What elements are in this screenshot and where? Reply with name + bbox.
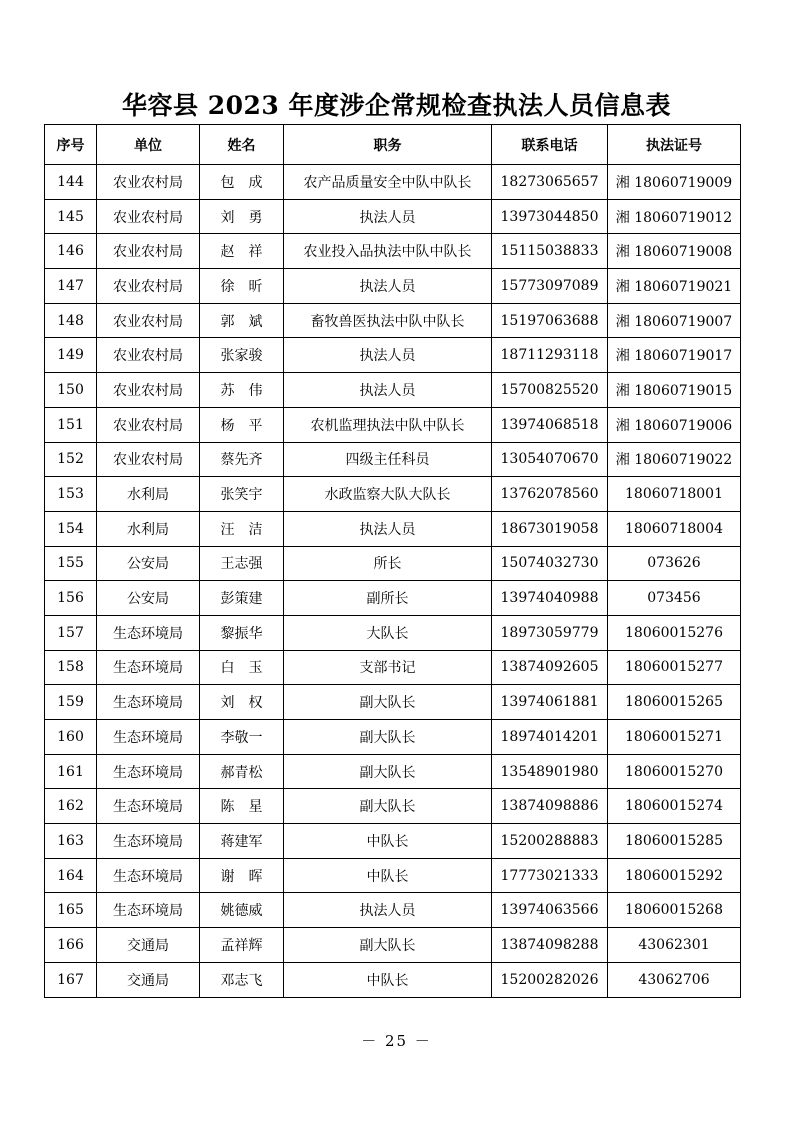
table-row [45, 234, 741, 269]
table-row [45, 720, 741, 755]
position-cell: 农机监理执法中队中队长 [284, 407, 492, 442]
name-cell: 陈 星 [200, 789, 284, 824]
row-index: 150 [45, 373, 97, 408]
row-index: 154 [45, 511, 97, 546]
position-cell: 农业投入品执法中队中队长 [284, 234, 492, 269]
table-row [45, 442, 741, 477]
license-cell: 18060015274 [608, 789, 741, 824]
phone-cell: 17773021333 [492, 858, 608, 893]
unit-cell: 农业农村局 [97, 338, 200, 373]
row-index: 152 [45, 442, 97, 477]
table-row [45, 962, 741, 997]
license-cell: 18060015285 [608, 824, 741, 859]
license-cell: 18060718004 [608, 511, 741, 546]
row-index: 161 [45, 754, 97, 789]
name-cell: 谢 晖 [200, 858, 284, 893]
table-row [45, 407, 741, 442]
row-index: 160 [45, 720, 97, 755]
table-body [45, 165, 741, 998]
name-cell: 刘 勇 [200, 199, 284, 234]
license-cell: 湘 18060719022 [608, 442, 741, 477]
position-cell: 副大队长 [284, 754, 492, 789]
phone-cell: 18273065657 [492, 165, 608, 200]
license-cell: 18060015271 [608, 720, 741, 755]
row-index: 151 [45, 407, 97, 442]
name-cell: 姚德威 [200, 893, 284, 928]
phone-cell: 13874098886 [492, 789, 608, 824]
position-cell: 执法人员 [284, 373, 492, 408]
position-cell: 中队长 [284, 824, 492, 859]
row-index: 163 [45, 824, 97, 859]
license-cell: 湘 18060719017 [608, 338, 741, 373]
phone-cell: 13874092605 [492, 650, 608, 685]
table-row [45, 824, 741, 859]
name-cell: 郝青松 [200, 754, 284, 789]
unit-cell: 交通局 [97, 928, 200, 963]
name-cell: 蒋建军 [200, 824, 284, 859]
unit-cell: 生态环境局 [97, 650, 200, 685]
unit-cell: 农业农村局 [97, 442, 200, 477]
unit-cell: 农业农村局 [97, 165, 200, 200]
table-row [45, 165, 741, 200]
name-cell: 郭 斌 [200, 303, 284, 338]
table-row [45, 650, 741, 685]
license-cell: 18060015270 [608, 754, 741, 789]
name-cell: 徐 昕 [200, 269, 284, 304]
name-cell: 苏 伟 [200, 373, 284, 408]
table-row [45, 581, 741, 616]
unit-cell: 水利局 [97, 511, 200, 546]
row-index: 144 [45, 165, 97, 200]
license-cell: 073626 [608, 546, 741, 581]
name-cell: 彭策建 [200, 581, 284, 616]
phone-cell: 13874098288 [492, 928, 608, 963]
unit-cell: 农业农村局 [97, 407, 200, 442]
name-cell: 张家骏 [200, 338, 284, 373]
row-index: 146 [45, 234, 97, 269]
position-cell: 大队长 [284, 615, 492, 650]
personnel-table [44, 124, 741, 998]
row-index: 157 [45, 615, 97, 650]
phone-cell: 15115038833 [492, 234, 608, 269]
license-cell: 湘 18060719012 [608, 199, 741, 234]
phone-cell: 15200288883 [492, 824, 608, 859]
license-cell: 18060015276 [608, 615, 741, 650]
unit-cell: 生态环境局 [97, 893, 200, 928]
column-header: 职务 [284, 125, 492, 165]
phone-cell: 18973059779 [492, 615, 608, 650]
name-cell: 刘 权 [200, 685, 284, 720]
position-cell: 四级主任科员 [284, 442, 492, 477]
phone-cell: 13974061881 [492, 685, 608, 720]
name-cell: 张笑宇 [200, 477, 284, 512]
phone-cell: 18711293118 [492, 338, 608, 373]
phone-cell: 13973044850 [492, 199, 608, 234]
table-row [45, 303, 741, 338]
license-cell: 湘 18060719009 [608, 165, 741, 200]
unit-cell: 农业农村局 [97, 303, 200, 338]
unit-cell: 生态环境局 [97, 754, 200, 789]
table-row [45, 685, 741, 720]
license-cell: 湘 18060719015 [608, 373, 741, 408]
phone-cell: 15197063688 [492, 303, 608, 338]
position-cell: 副大队长 [284, 720, 492, 755]
phone-cell: 13548901980 [492, 754, 608, 789]
phone-cell: 13762078560 [492, 477, 608, 512]
phone-cell: 18974014201 [492, 720, 608, 755]
table-row [45, 269, 741, 304]
phone-cell: 13974040988 [492, 581, 608, 616]
row-index: 162 [45, 789, 97, 824]
position-cell: 执法人员 [284, 338, 492, 373]
name-cell: 包 成 [200, 165, 284, 200]
phone-cell: 15074032730 [492, 546, 608, 581]
unit-cell: 生态环境局 [97, 858, 200, 893]
column-header: 单位 [97, 125, 200, 165]
license-cell: 18060015268 [608, 893, 741, 928]
position-cell: 畜牧兽医执法中队中队长 [284, 303, 492, 338]
phone-cell: 15700825520 [492, 373, 608, 408]
unit-cell: 农业农村局 [97, 373, 200, 408]
table-row [45, 477, 741, 512]
unit-cell: 生态环境局 [97, 789, 200, 824]
table-row [45, 199, 741, 234]
table-row [45, 373, 741, 408]
column-header: 序号 [45, 125, 97, 165]
row-index: 164 [45, 858, 97, 893]
unit-cell: 农业农村局 [97, 234, 200, 269]
unit-cell: 农业农村局 [97, 199, 200, 234]
row-index: 147 [45, 269, 97, 304]
license-cell: 湘 18060719007 [608, 303, 741, 338]
phone-cell: 13054070670 [492, 442, 608, 477]
row-index: 158 [45, 650, 97, 685]
column-header: 姓名 [200, 125, 284, 165]
phone-cell: 13974063566 [492, 893, 608, 928]
name-cell: 李敬一 [200, 720, 284, 755]
position-cell: 副大队长 [284, 928, 492, 963]
table-row [45, 928, 741, 963]
position-cell: 副大队长 [284, 685, 492, 720]
position-cell: 执法人员 [284, 893, 492, 928]
position-cell: 中队长 [284, 858, 492, 893]
position-cell: 执法人员 [284, 269, 492, 304]
table-row [45, 893, 741, 928]
table-row [45, 858, 741, 893]
position-cell: 农产品质量安全中队中队长 [284, 165, 492, 200]
position-cell: 水政监察大队大队长 [284, 477, 492, 512]
column-header: 联系电话 [492, 125, 608, 165]
name-cell: 汪 洁 [200, 511, 284, 546]
table-row [45, 615, 741, 650]
unit-cell: 公安局 [97, 546, 200, 581]
unit-cell: 交通局 [97, 962, 200, 997]
phone-cell: 15773097089 [492, 269, 608, 304]
name-cell: 孟祥辉 [200, 928, 284, 963]
table-row [45, 511, 741, 546]
name-cell: 赵 祥 [200, 234, 284, 269]
license-cell: 43062301 [608, 928, 741, 963]
document-title: 华容县 2023 年度涉企常规检查执法人员信息表 [122, 91, 671, 120]
phone-cell: 13974068518 [492, 407, 608, 442]
unit-cell: 生态环境局 [97, 615, 200, 650]
license-cell: 18060015292 [608, 858, 741, 893]
name-cell: 杨 平 [200, 407, 284, 442]
row-index: 167 [45, 962, 97, 997]
name-cell: 王志强 [200, 546, 284, 581]
table-row [45, 754, 741, 789]
row-index: 155 [45, 546, 97, 581]
phone-cell: 18673019058 [492, 511, 608, 546]
position-cell: 执法人员 [284, 199, 492, 234]
table-row [45, 338, 741, 373]
row-index: 153 [45, 477, 97, 512]
position-cell: 所长 [284, 546, 492, 581]
unit-cell: 水利局 [97, 477, 200, 512]
license-cell: 18060718001 [608, 477, 741, 512]
license-cell: 湘 18060719021 [608, 269, 741, 304]
row-index: 149 [45, 338, 97, 373]
row-index: 145 [45, 199, 97, 234]
row-index: 156 [45, 581, 97, 616]
row-index: 165 [45, 893, 97, 928]
position-cell: 中队长 [284, 962, 492, 997]
license-cell: 18060015265 [608, 685, 741, 720]
row-index: 166 [45, 928, 97, 963]
name-cell: 白 玉 [200, 650, 284, 685]
position-cell: 执法人员 [284, 511, 492, 546]
row-index: 159 [45, 685, 97, 720]
unit-cell: 生态环境局 [97, 824, 200, 859]
unit-cell: 公安局 [97, 581, 200, 616]
page-number: － 25 － [361, 1032, 432, 1050]
position-cell: 副大队长 [284, 789, 492, 824]
license-cell: 湘 18060719006 [608, 407, 741, 442]
table-header-row [45, 125, 741, 165]
unit-cell: 生态环境局 [97, 720, 200, 755]
unit-cell: 农业农村局 [97, 269, 200, 304]
name-cell: 邓志飞 [200, 962, 284, 997]
column-header: 执法证号 [608, 125, 741, 165]
table-row [45, 789, 741, 824]
unit-cell: 生态环境局 [97, 685, 200, 720]
license-cell: 073456 [608, 581, 741, 616]
name-cell: 黎振华 [200, 615, 284, 650]
position-cell: 副所长 [284, 581, 492, 616]
row-index: 148 [45, 303, 97, 338]
position-cell: 支部书记 [284, 650, 492, 685]
license-cell: 湘 18060719008 [608, 234, 741, 269]
name-cell: 蔡先齐 [200, 442, 284, 477]
license-cell: 43062706 [608, 962, 741, 997]
license-cell: 18060015277 [608, 650, 741, 685]
phone-cell: 15200282026 [492, 962, 608, 997]
table-row [45, 546, 741, 581]
